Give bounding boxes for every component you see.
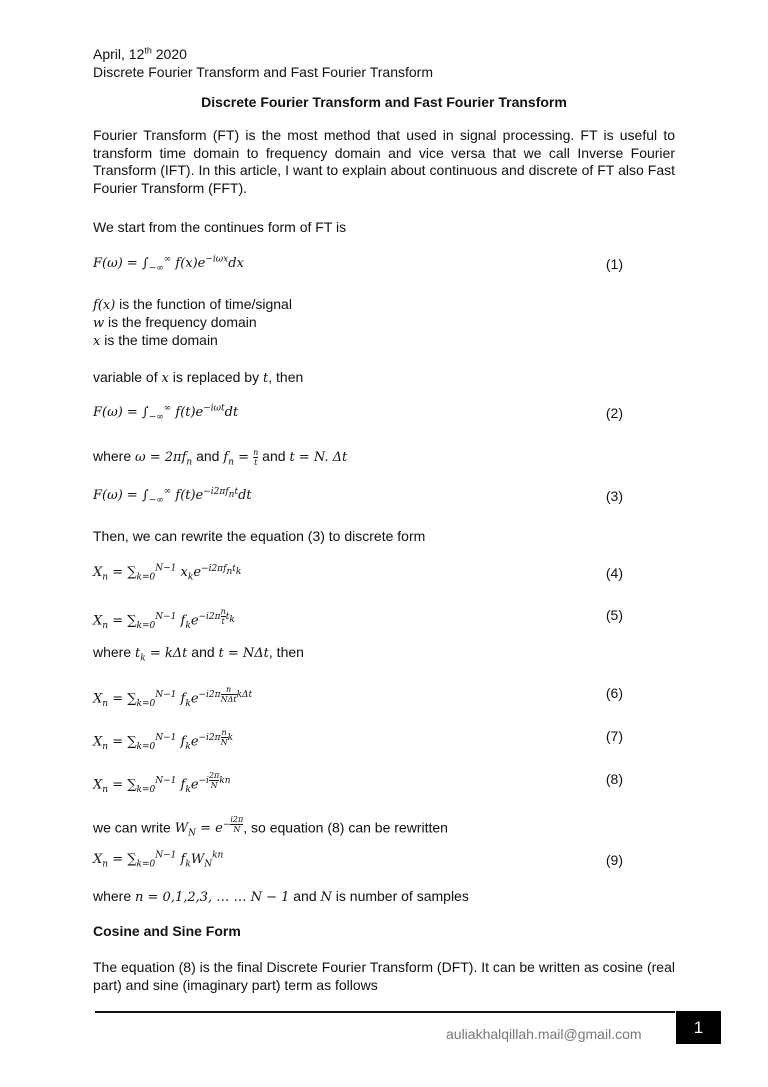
section-title: Cosine and Sine Form — [93, 923, 241, 939]
footer-email: auliakhalqillah.mail@gmail.com — [446, 1026, 642, 1042]
equation-number: (8) — [605, 771, 623, 787]
equation-number: (6) — [605, 685, 623, 701]
equation-number: (7) — [605, 728, 623, 744]
write-wn-line: we can write $W_N = e^{- \frac{i2\pi}{N}}$ , so equation (8) can be rewritten — [93, 815, 448, 839]
definition-item: f(x) is the function of time/signal — [93, 296, 292, 313]
rewrite-line: Then, we can rewrite the equation (3) to discrete form — [93, 528, 426, 544]
equation-number: (1) — [605, 256, 623, 272]
equation-8: $X_n = \sum_{k=0}^{N-1}$ $f_ke^{-i \frac{2\pi}{N} kn}$ (8) — [93, 771, 623, 795]
header-subtitle: Discrete Fourier Transform and Fast Fourier Transform — [93, 64, 433, 80]
page-number: 1 — [676, 1011, 721, 1044]
equation-number: (4) — [605, 565, 623, 581]
equation-9: $X_n = \sum_{k=0}^{N-1}$ $f_kW_N^{kn}$ (9) — [93, 850, 623, 870]
intro-paragraph: Fourier Transform (FT) is the most method that used in signal processing. FT is useful to transform time domain to frequency domain and vice versa that we call Inverse Fourier Transform (IFT). In this article, I want to explain about continuous and discrete of FT also Fast Fourier Transform (FFT). — [93, 127, 675, 196]
footer-rule — [95, 1011, 675, 1013]
equation-4: $X_n = \sum_{k=0}^{N-1}$ $x_ke^{-i2\pi f_nt_k}$ (4) — [93, 563, 623, 583]
where-n-line: where n = 0,1,2,3, … … N − 1 and N is number of samples — [93, 888, 469, 905]
start-line: We start from the continues form of FT is — [93, 219, 347, 235]
definition-item: w is the frequency domain — [93, 314, 257, 331]
document-title: Discrete Fourier Transform and Fast Fourier Transform — [201, 94, 567, 110]
equation-2: $F(\omega) = \int_{-\infty}^\infty$ $f(t)e^{-i\omega t}dt$ (2) — [93, 403, 623, 423]
equation-number: (5) — [605, 607, 623, 623]
header-date: April, 12th 2020 — [93, 45, 187, 62]
equation-7: $X_n = \sum_{k=0}^{N-1}$ $f_ke^{-i2\pi \frac{n}{N} k}$ (7) — [93, 728, 623, 752]
definition-item: x is the time domain — [93, 332, 218, 349]
equation-5: $X_n = \sum_{k=0}^{N-1}$ $f_ke^{-i2\pi \frac{n}{t} t_k}$ (5) — [93, 607, 623, 631]
equation-3: $F(\omega) = \int_{-\infty}^\infty$ $f(t)e^{-i2\pi f_nt}dt$ (3) — [93, 486, 623, 506]
equation-number: (3) — [605, 488, 623, 504]
equation-number: (9) — [605, 852, 623, 868]
equation-6: $X_n = \sum_{k=0}^{N-1}$ $f_ke^{-i2\pi \frac{n}{\text{NΔt}} k\Delta t}$ (6) — [93, 685, 623, 709]
where-tk-line: where $t_k = k\Delta t$ and t = NΔt, then — [93, 644, 304, 664]
equation-number: (2) — [605, 405, 623, 421]
where-line: where $\omega = 2\pi f_n$ and $f_n$ = $\frac{n}{t}$ and t = N. Δt — [93, 448, 348, 468]
section-paragraph: The equation (8) is the final Discrete Fourier Transform (DFT). It can be written as cosine (real part) and sine (imaginary part) term as follows — [93, 959, 675, 993]
replace-line: variable of x is replaced by t, then — [93, 369, 304, 386]
equation-1: $F(\omega) = \int_{-\infty}^\infty$ $f(x)e^{-i\omega x}dx$ (1) — [93, 254, 623, 274]
